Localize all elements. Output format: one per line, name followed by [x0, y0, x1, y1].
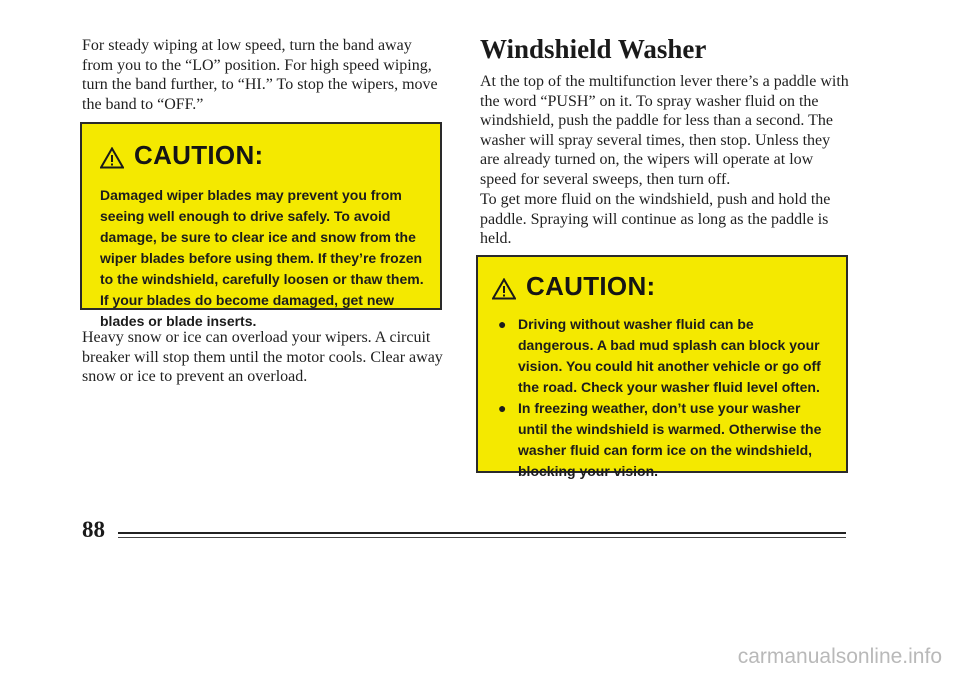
caution-bullet-text: Driving without washer fluid can be dangerous. A bad mud splash can block your vision. You could hit another vehicle or go off the road. Check your washer fluid level often.: [518, 316, 821, 395]
caution-heading: [492, 271, 832, 302]
warning-triangle-icon: [492, 276, 516, 298]
bullet-icon: ●: [498, 316, 507, 332]
page-number: 88: [82, 517, 105, 542]
list-item: [492, 314, 832, 398]
caution-bullet-text: In freezing weather, don’t use your washer until the windshield is warmed. Otherwise the washer fluid can form ice on the windshield, blocking your vision.: [518, 400, 822, 479]
wiper-caution-text: Damaged wiper blades may prevent you from seeing well enough to drive safely. To avoid damage, be sure to clear ice and snow from the wiper blades before using them. If they’re frozen to the windshield, carefully loosen or thaw them. If your blades do become damaged, get new blades or blade inserts.: [100, 187, 424, 329]
footer-divider-thin: [118, 537, 846, 538]
footer-divider: [118, 532, 846, 534]
list-item: [492, 398, 832, 482]
washer-paragraph-1: At the top of the multifunction lever there’s a paddle with the word “PUSH” on it. To spray washer fluid on the windshield, push the paddle for less than a second. The washer will spray several times, then stop. Unless they are already turned on, the wipers will operate at low speed for several sweeps, then turn off.: [480, 73, 849, 188]
caution-label: CAUTION:: [526, 271, 656, 301]
caution-heading: [100, 140, 426, 171]
washer-paragraph-2: To get more fluid on the windshield, push and hold the paddle. Spraying will continue as long as the paddle is held.: [480, 191, 831, 247]
washer-caution-box: [476, 255, 848, 479]
overload-paragraph: Heavy snow or ice can overload your wipers. A circuit breaker will stop them until the motor cools. Clear away snow or ice to prevent an overload.: [82, 329, 443, 385]
bullet-icon: ●: [498, 400, 507, 416]
warning-triangle-icon: [100, 145, 124, 167]
section-heading: Windshield Washer: [480, 34, 707, 64]
watermark-text: carmanualsonline.info: [737, 645, 942, 668]
wiper-speed-paragraph: For steady wiping at low speed, turn the band away from you to the “LO” position. For high speed wiping, turn the band further, to “HI.” To stop the wipers, move the band to “OFF.”: [82, 37, 438, 113]
washer-caution-list: [492, 314, 832, 482]
caution-label: CAUTION:: [134, 140, 264, 170]
wiper-caution-box: [80, 122, 442, 329]
